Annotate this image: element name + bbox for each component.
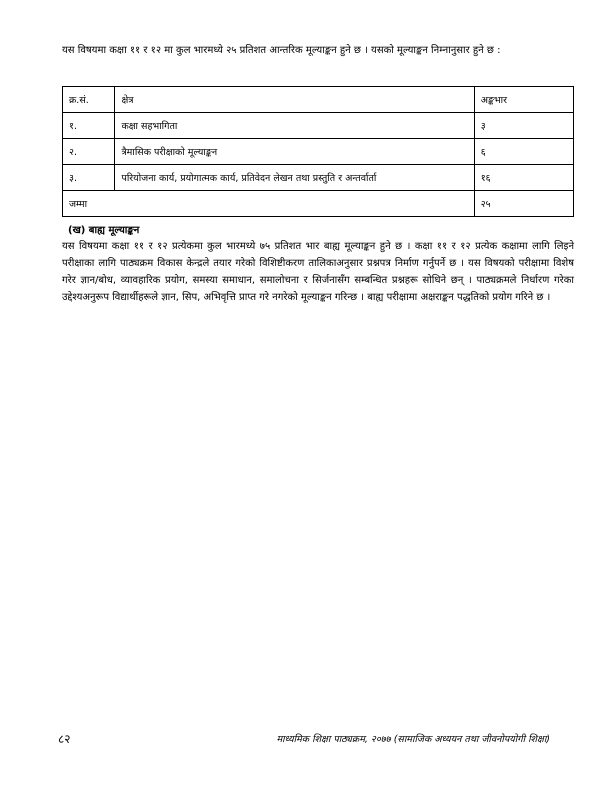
header-marks: अङ्कभार — [474, 87, 573, 113]
footer-title: माध्यमिक शिक्षा पाठ्यक्रम, २०७७ (सामाजिक अध्ययन तथा जीवनोपयोगी शिक्षा) — [276, 734, 550, 745]
total-label: जम्मा — [63, 191, 475, 217]
row-area: त्रैमासिक परीक्षाको मूल्याङ्कन — [115, 139, 474, 165]
total-value: २५ — [474, 191, 573, 217]
page-number: ८२ — [58, 732, 71, 746]
row-marks: १६ — [474, 165, 573, 191]
header-serial: क्र.सं. — [63, 87, 115, 113]
intro-paragraph: यस विषयमा कक्षा ११ र १२ मा कुल भारमध्ये २५ प्रतिशत आन्तरिक मूल्याङ्कन हुने छ । यसको मूल्याङ्कन निम्नानुसार हुने छ : — [62, 45, 501, 56]
external-assessment-paragraph: यस विषयमा कक्षा ११ र १२ प्रत्येकमा कुल भारमध्ये ७५ प्रतिशत भार बाह्य मूल्याङ्कन हुने छ । कक्षा ११ र १२ प्रत्येक कक्षामा लागि लिइने परीक्षाका लागि पाठ्यक्रम विकास केन्द्रले तयार गरेको विशिष्टीकरण तालिकाअनुसार प्रश्नपत्र निर्माण गर्नुपर्ने छ । यस विषयको परीक्षामा विशेष गरेर ज्ञान/बोध, व्यावहारिक प्रयोग, समस्या समाधान, समालोचना र सिर्जनासँग सम्बन्धित प्रश्नहरू सोधिने छन् । पाठ्यक्रमले निर्धारण गरेका उद्देश्यअनुरूप विद्यार्थीहरूले ज्ञान, सिप, अभिवृत्ति प्राप्त गरे नगरेको मूल्याङ्कन गरिन्छ । बाह्य परीक्षामा अक्षराङ्कन पद्धतिको प्रयोग गरिने छ । — [62, 241, 574, 303]
table-row — [63, 165, 574, 191]
table-row — [63, 113, 574, 139]
row-serial: १. — [63, 113, 115, 139]
row-serial: २. — [63, 139, 115, 165]
row-marks: ६ — [474, 139, 573, 165]
table-total-row — [63, 191, 574, 217]
internal-assessment-table — [62, 86, 574, 217]
section-heading: (ख) बाह्य मूल्याङ्कन — [68, 225, 140, 236]
table-row — [63, 139, 574, 165]
row-serial: ३. — [63, 165, 115, 191]
row-area: कक्षा सहभागिता — [115, 113, 474, 139]
table-header-row — [63, 87, 574, 113]
row-marks: ३ — [474, 113, 573, 139]
header-area: क्षेत्र — [115, 87, 474, 113]
row-area: परियोजना कार्य, प्रयोगात्मक कार्य, प्रतिवेदन लेखन तथा प्रस्तुति र अन्तर्वार्ता — [115, 165, 474, 191]
